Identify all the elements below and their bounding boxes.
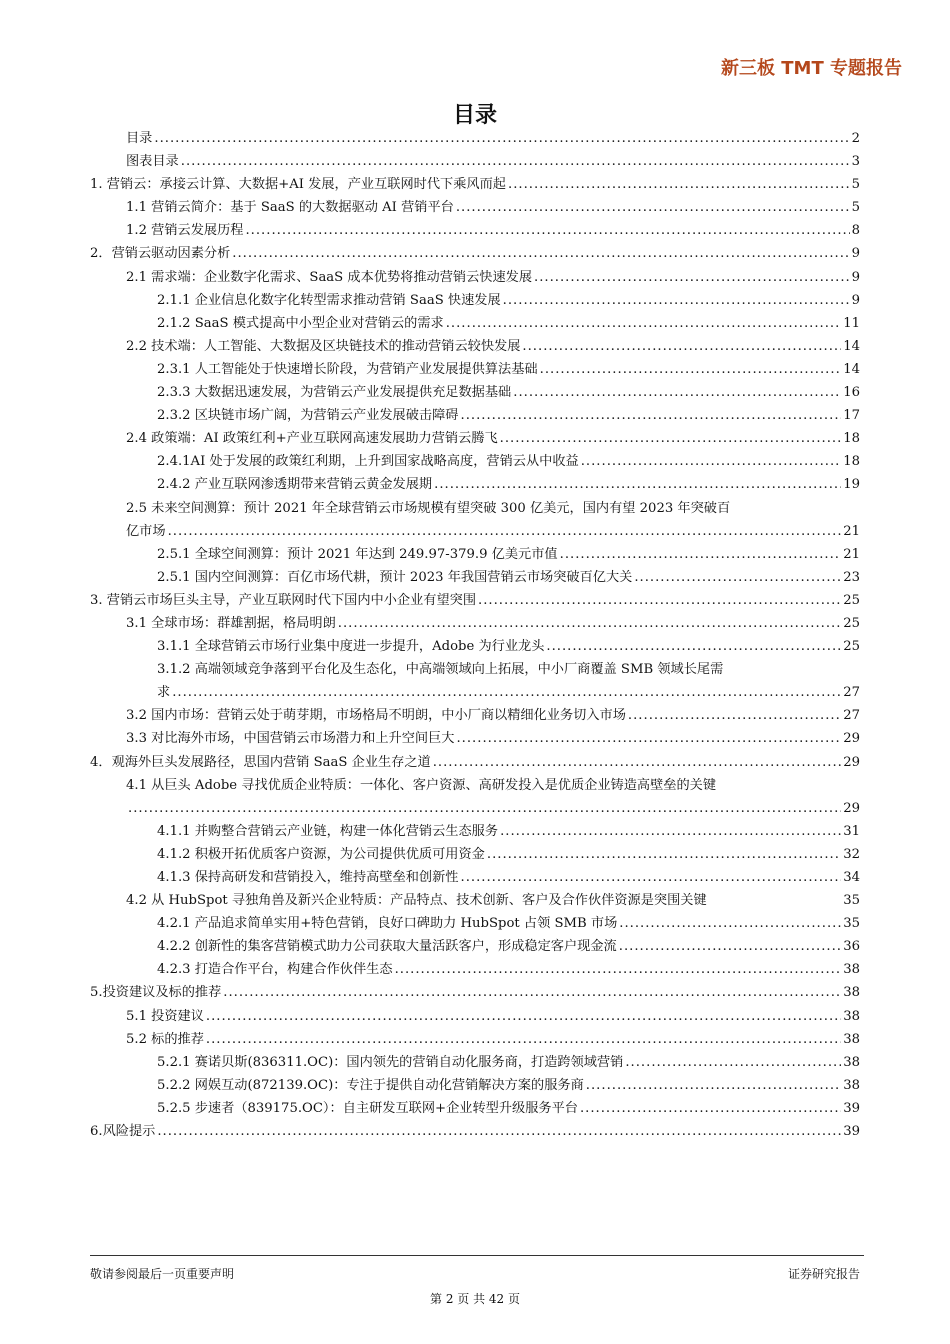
- toc-entry[interactable]: [90, 150, 860, 173]
- toc-leader-dots: [172, 681, 841, 704]
- toc-entry-label: 2.4.2 产业互联网渗透期带来营销云黄金发展期: [157, 477, 433, 493]
- toc-entry[interactable]: [90, 312, 860, 335]
- toc-entry-label: 4.2.1 产品追求简单实用+特色营销，良好口碑助力 HubSpot 占领 SMB 市场: [157, 916, 618, 932]
- toc-leader-dots: [619, 912, 841, 935]
- toc-entry[interactable]: [90, 797, 860, 820]
- toc-entry[interactable]: [90, 843, 860, 866]
- toc-entry[interactable]: [90, 912, 860, 935]
- toc-entry-page: 25: [843, 615, 860, 631]
- toc-entry[interactable]: [90, 335, 860, 358]
- toc-entry-label: 3. 营销云市场巨头主导，产业互联网时代下国内中小企业有望突围: [90, 592, 477, 608]
- toc-entry-label: 3.1.1 全球营销云市场行业集中度进一步提升，Adobe 为行业龙头: [157, 639, 545, 655]
- toc-entry-label: 2.5.1 全球空间测算：预计 2021 年达到 249.97-379.9 亿美元市值: [157, 546, 558, 562]
- toc-entry-page: 21: [843, 546, 860, 562]
- toc-leader-dots: [206, 1028, 841, 1051]
- toc-entry-page: 38: [843, 1008, 860, 1024]
- toc-leader-dots: [181, 150, 850, 173]
- toc-entry-page: 27: [843, 685, 860, 701]
- toc-entry-page: 11: [843, 315, 860, 331]
- footer-page-number: 第 2 页 共 42 页: [430, 1292, 520, 1306]
- toc-entry-label: 1.2 营销云发展历程: [126, 223, 244, 239]
- toc-entry-label: 4.2.3 打造合作平台，构建合作伙伴生态: [157, 962, 393, 978]
- toc-entry-page: 23: [843, 569, 860, 585]
- toc-leader-dots: [625, 1051, 841, 1074]
- toc-leader-dots: [619, 935, 841, 958]
- toc-entry[interactable]: [90, 566, 860, 589]
- toc-leader-dots: [560, 543, 842, 566]
- toc-entry-label: 2.4 政策端：AI 政策红利+产业互联网高速发展助力营销云腾飞: [126, 431, 498, 447]
- toc-entry[interactable]: [90, 289, 860, 312]
- toc-entry-page: 38: [843, 1077, 860, 1093]
- toc-entry-label: 1.1 营销云简介：基于 SaaS 的大数据驱动 AI 营销平台: [126, 200, 454, 216]
- toc-leader-dots: [540, 358, 842, 381]
- toc-entry-label: 4.2 从 HubSpot 寻独角兽及新兴企业特质：产品特点、技术创新、客户及合作伙伴资源是突围关键: [126, 893, 707, 909]
- toc-entry-page: 29: [843, 754, 860, 770]
- toc-entry-label: 5.投资建议及标的推荐: [90, 985, 222, 1001]
- toc-entry[interactable]: [90, 450, 860, 473]
- toc-leader-dots: [503, 289, 850, 312]
- toc-entry[interactable]: [90, 404, 860, 427]
- toc-entry-label: 3.2 国内市场：营销云处于萌芽期，市场格局不明朗，中小厂商以精细化业务切入市场: [126, 708, 626, 724]
- toc-entry-page: 29: [843, 800, 860, 816]
- toc-entry-label: 2.3.1 人工智能处于快速增长阶段，为营销产业发展提供算法基础: [157, 361, 538, 377]
- toc-entry[interactable]: [90, 127, 860, 150]
- toc-entry-page: 39: [843, 1124, 860, 1140]
- toc-entry-label: 2.5.1 国内空间测算：百亿市场代耕，预计 2023 年我国营销云市场突破百亿大关: [157, 569, 633, 585]
- toc-leader-dots: [223, 981, 841, 1004]
- toc-leader-dots: [434, 473, 841, 496]
- toc-leader-dots: [500, 427, 842, 450]
- toc-leader-dots: [154, 127, 849, 150]
- toc-entry-page: 38: [843, 1054, 860, 1070]
- toc-entry-label: 2．营销云驱动因素分析: [90, 246, 231, 262]
- toc-entry[interactable]: [90, 358, 860, 381]
- toc-entry-label: 3.1 全球市场：群雄割据，格局明朗: [126, 615, 336, 631]
- toc-leader-dots: [338, 612, 841, 635]
- toc-leader-dots: [487, 843, 841, 866]
- toc-entry-page: 38: [843, 962, 860, 978]
- toc-entry-page: 25: [843, 592, 860, 608]
- toc-leader-dots: [157, 1120, 841, 1143]
- toc-entry-page: 3: [851, 154, 860, 170]
- toc-leader-dots: [232, 242, 849, 265]
- toc-leader-dots: [508, 173, 850, 196]
- toc-entry-page: 39: [843, 1100, 860, 1116]
- toc-leader-dots: [128, 797, 841, 820]
- toc-leader-dots: [433, 751, 842, 774]
- toc-leader-dots: [245, 219, 849, 242]
- toc-entry-label: 2.1.1 企业信息化数字化转型需求推动营销 SaaS 快速发展: [157, 292, 501, 308]
- table-of-contents: [90, 127, 860, 1143]
- toc-leader-dots: [168, 520, 842, 543]
- toc-entry-label: 2.4.1AI 处于发展的政策红利期，上升到国家战略高度，营销云从中收益: [157, 454, 579, 470]
- toc-entry[interactable]: [90, 1074, 860, 1097]
- toc-entry-page: 27: [843, 708, 860, 724]
- toc-entry[interactable]: [90, 473, 860, 496]
- toc-entry-page: 18: [843, 454, 860, 470]
- page-title: 目录: [452, 103, 497, 128]
- toc-entry-label: 5.2.1 赛诺贝斯(836311.OC)：国内领先的营销自动化服务商，打造跨领域营销: [157, 1054, 624, 1070]
- toc-entry-label: 5.2.5 步速者（839175.OC）：自主研发互联网+企业转型升级服务平台: [157, 1100, 578, 1116]
- toc-entry-label: 2.1 需求端：企业数字化需求、SaaS 成本优势将推动营销云快速发展: [126, 269, 533, 285]
- toc-leader-dots: [395, 958, 842, 981]
- toc-entry[interactable]: [90, 889, 860, 912]
- toc-entry[interactable]: [90, 704, 860, 727]
- toc-entry-label: 5.2 标的推荐: [126, 1031, 204, 1047]
- toc-entry-label: 2.2 技术端：人工智能、大数据及区块链技术的推动营销云较快发展: [126, 338, 521, 354]
- toc-entry-label: 求: [157, 685, 171, 701]
- toc-entry-page: 18: [843, 431, 860, 447]
- toc-entry[interactable]: [90, 219, 860, 242]
- toc-entry-page: 32: [843, 846, 860, 862]
- toc-leader-dots: [522, 335, 841, 358]
- toc-entry-label: 亿市场: [126, 523, 166, 539]
- toc-entry-page: 21: [843, 523, 860, 539]
- toc-leader-dots: [446, 312, 841, 335]
- toc-leader-dots: [478, 589, 841, 612]
- toc-entry[interactable]: [90, 935, 860, 958]
- toc-entry-label: 3.3 对比海外市场，中国营销云市场潜力和上升空间巨大: [126, 731, 455, 747]
- toc-entry[interactable]: [90, 1028, 860, 1051]
- toc-entry-label: 4.2.2 创新性的集客营销模式助力公司获取大量活跃客户，形成稳定客户现金流: [157, 939, 617, 955]
- toc-leader-dots: [586, 1074, 841, 1097]
- toc-entry[interactable]: [90, 612, 860, 635]
- report-label: 新三板 TMT 专题报告: [720, 58, 902, 79]
- footer-disclaimer: 敬请参阅最后一页重要声明: [90, 1267, 235, 1281]
- toc-entry-page: 35: [843, 893, 860, 909]
- toc-entry[interactable]: [90, 196, 860, 219]
- toc-leader-dots: [461, 404, 842, 427]
- toc-leader-dots: [628, 704, 841, 727]
- toc-entry-label: 4.1.2 积极开拓优质客户资源，为公司提供优质可用资金: [157, 846, 485, 862]
- toc-leader-dots: [500, 820, 841, 843]
- toc-entry-page: 8: [851, 223, 860, 239]
- toc-entry[interactable]: [90, 820, 860, 843]
- toc-entry-label: 6.风险提示: [90, 1124, 156, 1140]
- toc-leader-dots: [634, 566, 841, 589]
- toc-entry[interactable]: [90, 866, 860, 889]
- toc-entry-page: 25: [843, 639, 860, 655]
- toc-entry-page: 14: [843, 361, 860, 377]
- toc-entry[interactable]: [90, 543, 860, 566]
- toc-entry-label: 2.3.2 区块链市场广阔，为营销云产业发展破击障碍: [157, 408, 459, 424]
- toc-leader-dots: [206, 1005, 841, 1028]
- toc-entry[interactable]: [90, 635, 860, 658]
- toc-entry[interactable]: [90, 681, 860, 704]
- toc-entry[interactable]: [90, 1120, 860, 1143]
- toc-entry[interactable]: [90, 751, 860, 774]
- toc-entry-label: 2.3.3 大数据迅速发展，为营销云产业发展提供充足数据基础: [157, 385, 512, 401]
- toc-leader-dots: [581, 450, 841, 473]
- toc-entry-page: 38: [843, 985, 860, 1001]
- toc-entry-page: 19: [843, 477, 860, 493]
- toc-entry-page: 5: [851, 200, 860, 216]
- toc-entry-page: 9: [851, 246, 860, 262]
- toc-entry[interactable]: [90, 242, 860, 265]
- toc-entry-page: 2: [851, 131, 860, 146]
- toc-entry-page: 14: [843, 338, 860, 354]
- toc-entry-page: 29: [843, 731, 860, 747]
- toc-entry-page: 9: [851, 269, 860, 285]
- toc-leader-dots: [456, 196, 850, 219]
- toc-entry-page: 31: [843, 823, 860, 839]
- toc-entry-page: 38: [843, 1031, 860, 1047]
- toc-entry[interactable]: [90, 266, 860, 289]
- toc-entry-label: 1. 营销云：承接云计算、大数据+AI 发展，产业互联网时代下乘风而起: [90, 177, 506, 193]
- footer-report-type: 证券研究报告: [787, 1267, 860, 1281]
- toc-leader-dots: [580, 1097, 841, 1120]
- toc-entry-label: 目录: [126, 131, 153, 146]
- toc-entry[interactable]: [90, 1051, 860, 1074]
- toc-entry-label: 4.1.1 并购整合营销云产业链，构建一体化营销云生态服务: [157, 823, 499, 839]
- toc-entry[interactable]: [90, 1005, 860, 1028]
- toc-entry[interactable]: [90, 1097, 860, 1120]
- toc-entry[interactable]: [90, 427, 860, 450]
- toc-leader-dots: [534, 266, 850, 289]
- toc-entry-page: 16: [843, 385, 860, 401]
- toc-entry-label: 图表目录: [126, 154, 179, 170]
- toc-entry-page: 9: [851, 292, 860, 308]
- toc-entry[interactable]: 4.1 从巨头 Adobe 寻找优质企业特质：一体化、客户资源、高研发投入是优质企业铸造高壁垒的关键: [126, 777, 717, 793]
- toc-leader-dots: [513, 381, 841, 404]
- toc-entry[interactable]: [90, 520, 860, 543]
- toc-entry[interactable]: [90, 381, 860, 404]
- toc-entry[interactable]: [90, 958, 860, 981]
- toc-entry-label: 4．观海外巨头发展路径，思国内营销 SaaS 企业生存之道: [90, 754, 431, 770]
- toc-leader-dots: [456, 727, 841, 750]
- toc-entry[interactable]: [90, 727, 860, 750]
- toc-leader-dots: [546, 635, 841, 658]
- toc-entry[interactable]: 2.5 未来空间测算：预计 2021 年全球营销云市场规模有望突破 300 亿美元，国内有望 2023 年突破百: [126, 500, 731, 516]
- toc-entry-page: 34: [843, 870, 860, 885]
- toc-entry[interactable]: 3.1.2 高端领域竞争落到平台化及生态化，中高端领域向上拓展，中小厂商覆盖 SMB 领域长尾需: [157, 662, 724, 678]
- toc-entry-page: 35: [843, 916, 860, 932]
- toc-entry-page: 36: [843, 939, 860, 955]
- toc-entry-label: 5.2.2 网娱互动(872139.OC)：专注于提供自动化营销解决方案的服务商: [157, 1077, 584, 1093]
- footer-divider: [90, 1255, 864, 1256]
- toc-entry-label: 2.1.2 SaaS 模式提高中小型企业对营销云的需求: [157, 315, 444, 331]
- toc-entry-label: 4.1.3 保持高研发和营销投入，维持高壁垒和创新性: [157, 870, 459, 885]
- toc-entry-label: 5.1 投资建议: [126, 1008, 204, 1024]
- toc-entry[interactable]: [90, 981, 860, 1004]
- toc-entry[interactable]: [90, 589, 860, 612]
- toc-entry[interactable]: [90, 173, 860, 196]
- toc-entry-page: 5: [851, 177, 860, 193]
- toc-leader-dots: [461, 866, 842, 889]
- toc-entry-page: 17: [843, 408, 860, 424]
